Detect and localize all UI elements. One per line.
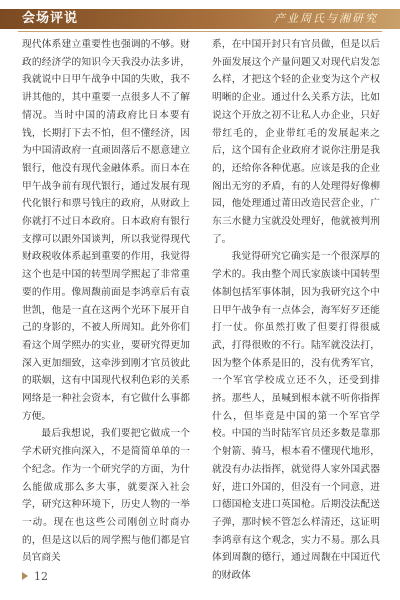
paragraph: 系，在中国开封只有官员做，但是以后外面发展这个产量问题又对现代启发怎么样，才把这个轻的企业变为这个产权明晰的企业。通过什么关系方法，比如说这个开放之初不让私人办企业，只好带红毛的，企业带红毛的发展起来之后，这个国有企业政府才说你注册是我的，还给你各种优惠。应该是我的企业阁出无穷的矛盾，有的人处理得好像柳园，他处理通过莆田改造民营企业，广东三水健力宝就没处理好，他就被判刑了。 [212, 39, 380, 245]
triangle-marker-icon [22, 572, 28, 580]
section-title: 会场评说 [22, 11, 79, 26]
paragraph: 我觉得研究它确实是一个很深厚的学术的。我由整个周氏家族谈中国转型体制包括军事体制，因为我研究这个中日甲午战争有一点体会，海军好歹还能打一仗。你虽然打败了但要打得很威武，打得很败的不行。陆军就没法打，因为整个体系是旧的，没有优秀军官，一个军官学校成立还不久，还受到排挤。那些人，虽喊到根本就不听你指挥什么，但毕竟是中国的第一个军官学校。中国的当时陆军官员还多数是靠那个射箭、骑马，根本看不懂现代地形，就没有办法指挥，就觉得人家外国武器好，进口外国的，但没有一个同意，进口德国枪支进口英国枪。后期没法配送子弹，那时候不管怎么样清还，这证明李鸿章有这个观念，实力不易。那么具体到周馥的德行，通过周馥在中国近代的财政体 [212, 251, 380, 582]
masthead-title: 产业周氏与湘研究 [274, 12, 378, 25]
paragraph: 最后我想说，我们要把它做成一个学术研究推向深入，不是简简单单的一个纪念。作为一个研究学的方面，为什么能做成那么多大事，就要深入社会学，研究这种环境下，历史人物的一举一动。现在也这些公司刚创立时商办的，但是这以后的周学熙与他们都是官员官商关 [22, 428, 190, 564]
paragraph: 现代体系建立重要性也强调的不够。财政的经济学的知识今天我没办法多讲，我就说中日甲午战争中国的失败，我不讲其他的，其中重要一点很多人不了解情况。当时中国的清政府比日本要有钱，长期打下去不怕，但不懂经济，因为中国清政府一直顽固落后不愿意建立银行，他没有现代金融体系。而日本在甲午战争前有现代银行，通过发展有现代化银行和票号钱庄的政府，从财政上你就打不过日本政府。日本政府有银行支撑可以跟外国谈判，所以我觉得现代财政税收体系起到重要的作用，我觉得这个也是中国的转型周学熙起了非常重要的作用。像周馥前面是李鸿章后有袁世凯，他是一直在这两个光环下展开自己的身影的，不被人所周知。此外你们看这个周学熙办的实业，要研究得更加深入更加细致，这牵涉到刚才官员彼此的联姻，这有中国现代权利色彩的关系网络是一种社会资本，有它做什么事都方便。 [22, 39, 190, 422]
page-number: 12 [34, 569, 48, 583]
header-bar [0, 9, 400, 29]
right-column [212, 36, 380, 585]
page-footer [22, 568, 48, 584]
left-column [22, 36, 190, 567]
header-divider [18, 31, 382, 32]
